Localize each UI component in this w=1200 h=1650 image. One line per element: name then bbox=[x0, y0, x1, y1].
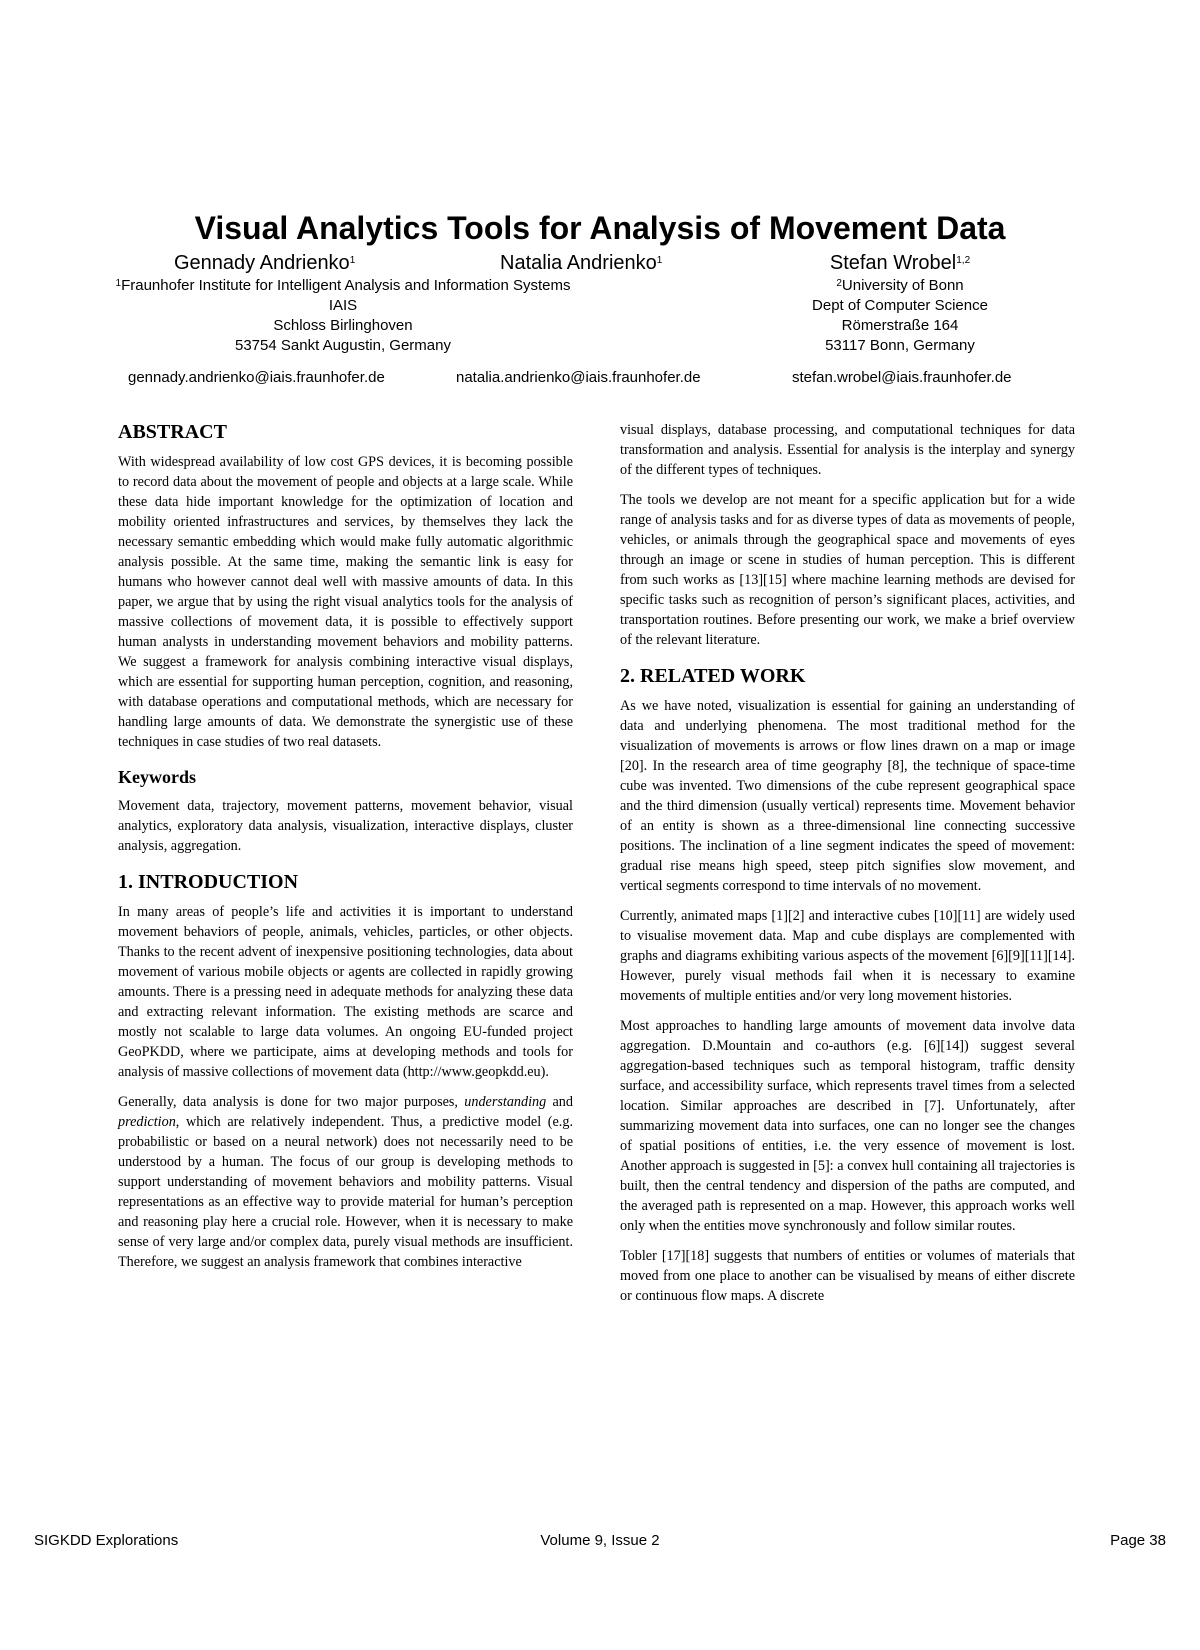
keywords-text: Movement data, trajectory, movement patterns, movement behavior, visual analytics, exploratory data analysis, visualization, interactive displays, cluster analysis, aggregation. bbox=[118, 798, 573, 854]
author-2-name-line bbox=[470, 250, 750, 276]
footer-volume: Volume 9, Issue 2 bbox=[540, 1532, 660, 1549]
author-1-email-wrap bbox=[108, 368, 468, 388]
keywords-heading: Keywords bbox=[118, 767, 196, 787]
text-run: and bbox=[546, 1094, 573, 1110]
affiliation-line: Dept of Computer Science bbox=[812, 297, 988, 314]
text-run: Generally, data analysis is done for two major purposes, bbox=[118, 1094, 465, 1110]
left-column bbox=[118, 420, 573, 1282]
introduction-paragraph: In many areas of people’s life and activities it is important to understand movement behaviors of people, animals, vehicles, particles, or other objects. Thanks to the recent advent of inexpensive positioning technologies, data about movement of various mobile objects or agents are collected in rapidly growing amounts. There is a pressing need in adequate methods for analyzing these data and extracting relevant information. The existing methods are scarce and mostly not scalable to large data volumes. An ongoing EU-funded project GeoPKDD, where we participate, aims at developing methods and tools for analysis of massive collections of movement data (http://www.geopkdd.eu). bbox=[118, 904, 573, 1080]
text-run: , which are relatively independent. Thus, a predictive model (e.g. probabilistic or based on a neural network) does not necessarily need to be understood by a human. The focus of our group is developing methods to support understanding of movement behaviors and mobility patterns. Visual representations as an effective way to provide material for human’s perception and reasoning play here a crucial role. However, when it is necessary to make sense of very large and/or complex data, purely visual methods are insufficient. Therefore, we suggest an analysis framework that combines interactive bbox=[118, 1114, 573, 1270]
introduction-heading: 1. INTRODUCTION bbox=[118, 871, 299, 893]
footer-page-number: Page 38 bbox=[1110, 1532, 1166, 1549]
author-email: gennady.andrienko@iais.fraunhofer.de bbox=[128, 369, 385, 386]
author-2 bbox=[470, 250, 750, 276]
affiliation-sup: 2 bbox=[836, 278, 842, 289]
emphasis-understanding: understanding bbox=[464, 1094, 547, 1110]
author-name: Stefan Wrobel bbox=[829, 252, 957, 274]
author-email: natalia.andrienko@iais.fraunhofer.de bbox=[456, 369, 701, 386]
author-name: Gennady Andrienko bbox=[174, 252, 350, 274]
author-3 bbox=[770, 250, 1030, 356]
affiliation-line: 53117 Bonn, Germany bbox=[825, 337, 975, 354]
related-work-paragraph: Tobler [17][18] suggests that numbers of entities or volumes of materials that moved from one place to another can be visualised by means of either discrete or continuous flow maps. A discrete bbox=[620, 1248, 1075, 1304]
author-sup: 1 bbox=[349, 255, 356, 266]
affiliation-1 bbox=[108, 276, 578, 356]
affiliation-text: University of Bonn bbox=[841, 277, 964, 294]
related-work-heading: 2. RELATED WORK bbox=[620, 665, 806, 687]
author-sup: 1,2 bbox=[956, 255, 971, 266]
author-email: stefan.wrobel@iais.fraunhofer.de bbox=[792, 369, 1012, 386]
introduction-paragraph bbox=[118, 1092, 573, 1272]
author-name: Natalia Andrienko bbox=[500, 252, 657, 274]
author-sup: 1 bbox=[656, 255, 663, 266]
abstract-text: With widespread availability of low cost GPS devices, it is becoming possible to record data about the movement of people and objects at a large scale. While these data hide important knowledge for the optimization of location and mobility oriented infrastructures and services, by themselves they lack the necessary semantic embedding which would make fully automatic algorithmic analysis possible. At the same time, making the semantic link is easy for humans who however cannot deal well with massive amounts of data. In this paper, we argue that by using the right visual analytics tools for the analysis of massive collections of movement data, it is possible to effectively support human analysts in understanding movement behaviors and mobility patterns. We suggest a framework for analysis combining interactive visual displays, which are essential for supporting human perception, cognition, and reasoning, with database operations and computational methods, which are necessary for handling large amounts of data. We demonstrate the synergistic use of these techniques in case studies of two real datasets. bbox=[118, 454, 573, 750]
emphasis-prediction: prediction bbox=[118, 1114, 176, 1130]
author-3-name-line bbox=[770, 250, 1030, 276]
related-work-paragraph: Currently, animated maps [1][2] and interactive cubes [10][11] are widely used to visualise movement data. Map and cube displays are complemented with graphs and diagrams exhibiting various aspects of the movement [6][9][11][14]. However, purely visual methods fail when it is necessary to examine movements of multiple entities and/or very long movement histories. bbox=[620, 908, 1075, 1004]
affiliation-line bbox=[108, 276, 578, 316]
introduction-paragraph: The tools we develop are not meant for a specific application but for a wide range of analysis tasks and for as diverse types of data as movements of people, vehicles, or animals through the geographical space and movements of eyes through an image or scene in studies of human perception. This is different from such works as [13][15] where machine learning methods are devised for specific tasks such as recognition of person’s significant places, activities, and transportation routines. Before presenting our work, we make a brief overview of the relevant literature. bbox=[620, 492, 1075, 648]
affiliation-3 bbox=[770, 276, 1030, 356]
related-work-paragraph: As we have noted, visualization is essential for gaining an understanding of data and underlying phenomena. The most traditional method for the visualization of movements is arrows or flow lines drawn on a map or image [20]. In the research area of time geography [8], the technique of space-time cube was invented. Two dimensions of the cube represent geographical space and the third dimension (usually vertical) represents time. Movement behavior of an entity is shown as a three-dimensional line connecting successive positions. The inclination of a line segment indicates the speed of movement: gradual rise means high speed, steep pitch signifies slow movement, and vertical segments correspond to time intervals of no movement. bbox=[620, 698, 1075, 894]
author-block bbox=[0, 250, 1200, 400]
affiliation-line: Römerstraße 164 bbox=[841, 317, 959, 334]
affiliation-line: 53754 Sankt Augustin, Germany bbox=[235, 337, 451, 354]
right-column bbox=[620, 420, 1075, 1316]
affiliation-line: Schloss Birlinghoven bbox=[273, 317, 413, 334]
footer-journal: SIGKDD Explorations bbox=[34, 1532, 179, 1549]
author-3-email-wrap bbox=[770, 368, 1092, 388]
affiliation-line bbox=[770, 276, 1030, 296]
affiliation-text: Fraunhofer Institute for Intelligent Analysis and Information Systems IAIS bbox=[121, 277, 571, 314]
affiliation-sup: 1 bbox=[115, 278, 122, 289]
paper-title: Visual Analytics Tools for Analysis of Movement Data bbox=[194, 210, 1006, 246]
related-work-paragraph: Most approaches to handling large amounts of movement data involve data aggregation. D.Mountain and co-authors (e.g. [6][14]) suggest several aggregation-based techniques such as temporal histogram, traffic density surface, and accessibility surface, which represents travel times from a selected location. Similar approaches are described in [7]. Unfortunately, after summarizing movement data into surfaces, one can no longer see the changes of spatial positions of entities, i.e. the very essence of movement is lost. Another approach is suggested in [5]: a convex hull containing all trajectories is built, then the central tendency and dispersion of the paths are computed, and the averaged path is represented on a map. However, this approach works well only when the entities move synchronously and follow similar routes. bbox=[620, 1018, 1075, 1234]
author-2-email-wrap bbox=[456, 368, 756, 388]
abstract-heading: ABSTRACT bbox=[118, 421, 227, 443]
introduction-paragraph: visual displays, database processing, and computational techniques for data transformation and analysis. Essential for analysis is the interplay and synergy of the different types of techniques. bbox=[620, 422, 1075, 478]
page-footer bbox=[0, 1532, 1200, 1556]
